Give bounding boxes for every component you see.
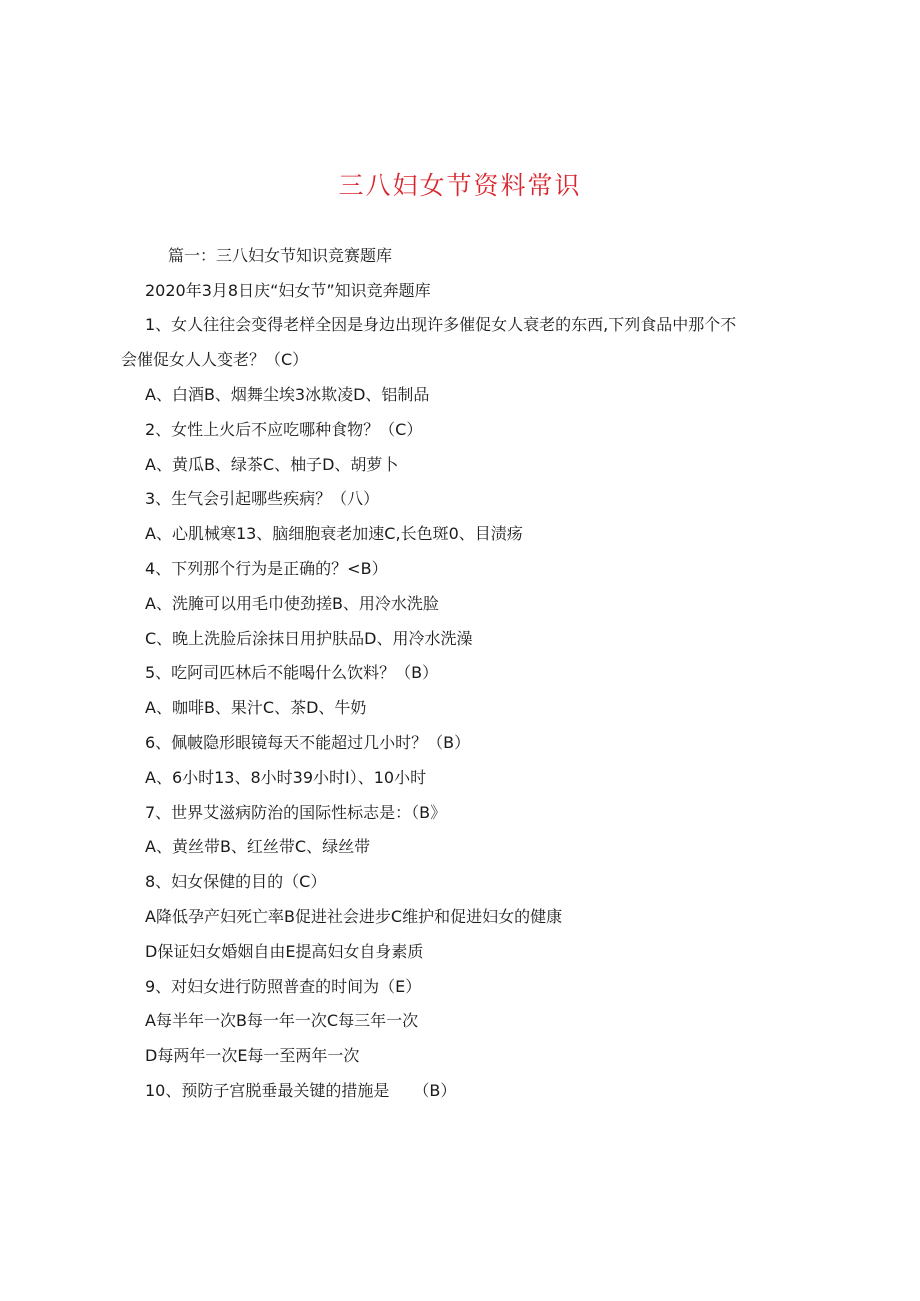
question-8-options-de: D保证妇女婚姻自由E提高妇女自身素质 — [145, 942, 424, 961]
question-1-options: A、白酒B、烟舞尘埃3冰欺凌D、铝制品 — [145, 385, 430, 404]
document-title: 三八妇女节资料常识 — [338, 171, 582, 200]
question-4-options-ab: A、洗腌可以用毛巾使劲搓B、用冷水洗脸 — [145, 594, 439, 613]
question-8: 8、妇女保健的目的（C） — [145, 872, 327, 891]
question-5: 5、吃阿司匹林后不能喝什么饮料？（B） — [145, 663, 439, 682]
question-9-options-de: D每两年一次E每一至两年一次 — [145, 1046, 360, 1065]
question-6: 6、佩帔隐形眼镜每天不能超过几小时？（B） — [145, 733, 471, 752]
question-6-options: A、6小时13、8小时39小时I）、10小时 — [145, 768, 427, 787]
question-9-options-abc: A每半年一次B每一年一次C每三年一次 — [145, 1011, 419, 1030]
question-2-options: A、黄瓜B、绿茶C、柚子D、胡萝卜 — [145, 455, 399, 474]
question-5-options: A、咖啡B、果汁C、茶D、牛奶 — [145, 698, 367, 717]
question-3: 3、生气会引起哪些疾病？（八） — [145, 489, 380, 508]
question-8-options-abc: A降低孕产妇死亡率B促进社会进步C维护和促进妇女的健康 — [145, 907, 563, 926]
question-7: 7、世界艾滋病防治的国际性标志是：（B》 — [145, 803, 447, 822]
quiz-bank-title: 2020年3月8日庆“妇女节”知识竞奔题库 — [145, 281, 431, 300]
section-heading: 篇一：三八妇女节知识竞赛题库 — [168, 246, 393, 265]
question-4: 4、下列那个行为是正确的？<B） — [145, 559, 388, 578]
question-1: 1、女人往往会变得老样全因是身边出现许多催促女人衰老的东西,下列食品中那个不 — [145, 315, 737, 334]
question-2: 2、女性上火后不应吃哪种食物？（C） — [145, 420, 423, 439]
question-7-options: A、黄丝带B、红丝带C、绿丝带 — [145, 837, 371, 856]
question-10: 10、预防子宫脱垂最关键的措施是 （B） — [145, 1081, 457, 1100]
question-9: 9、对妇女进行防照普查的时间为（E） — [145, 977, 422, 996]
question-1-continuation: 会催促女人人变老？（C） — [121, 350, 309, 369]
question-4-options-cd: C、晚上洗脸后涂抹日用护肤品D、用冷水洗澡 — [145, 629, 473, 648]
question-3-options: A、心肌械寒13、脑细胞衰老加速C,长色斑0、目渍疡 — [145, 524, 523, 543]
